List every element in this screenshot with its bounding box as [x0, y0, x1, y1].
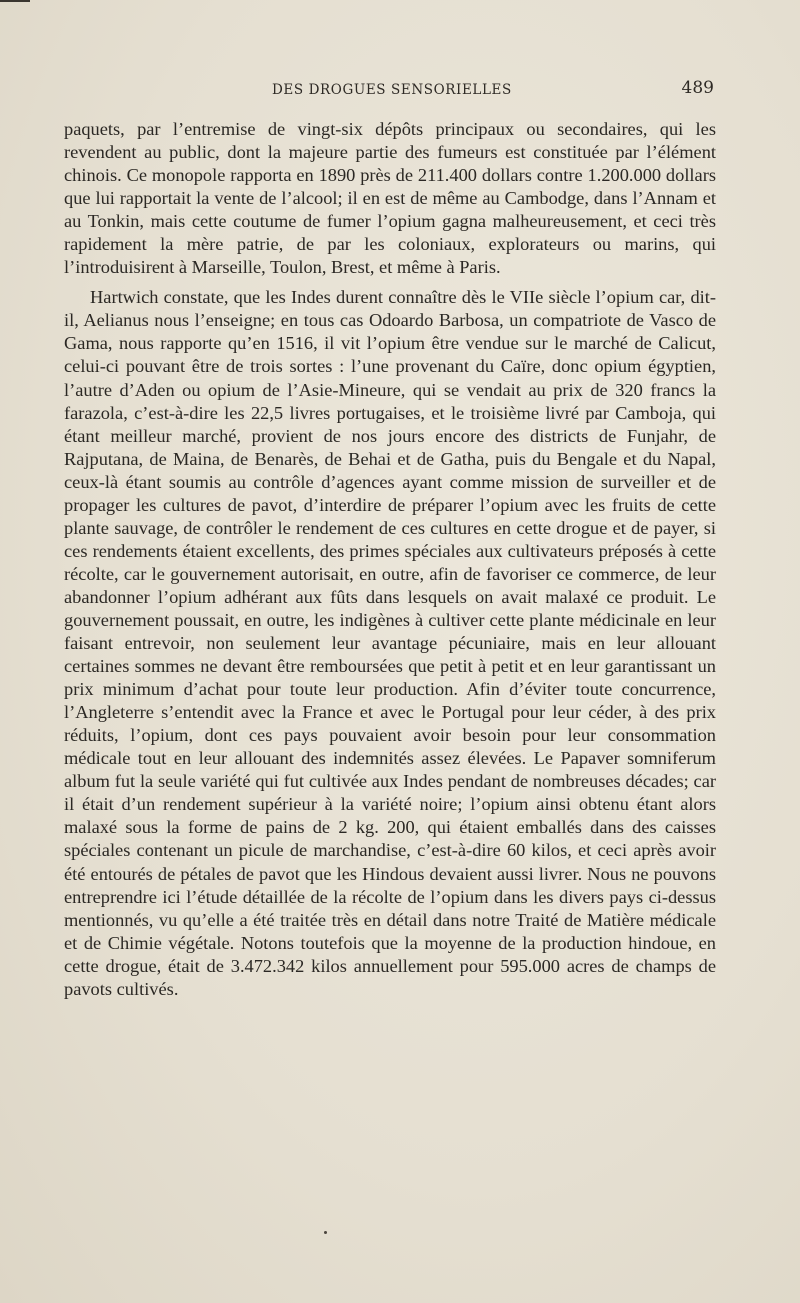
running-head — [64, 78, 714, 102]
paragraph-continuation: paquets, par l’entremise de vingt-six dépôts principaux ou secondaires, qui les revendent au public, dont la majeure partie des fumeurs est constituée par l’élément chinois. Ce monopole rapporta en 1890 près de 211.400 dollars contre 1.200.000 dollars que lui rapportait la vente de l’alcool; il en est de même au Cambodge, dans l’Annam et au Tonkin, mais cette coutume de fumer l’opium gagna malheureusement, et ceci très rapidement la mère patrie, de par les coloniaux, explorateurs ou marins, qui l’introduisirent à Marseille, Toulon, Brest, et même à Paris. — [64, 119, 716, 278]
page-number: 489 — [681, 78, 714, 98]
running-title: DES DROGUES SENSORIELLES — [272, 82, 512, 98]
paragraph-hartwich: Hartwich constate, que les Indes durent connaître dès le VIIe siècle l’opium car, dit-il, Aelianus nous l’enseigne; en tous cas Odoardo Barbosa, un compatriote de Vasco de Gama, nous rapporte qu’en 1516, il vit l’opium être vendue sur le marché de Calicut, celui-ci pouvant être de trois sortes : l’une provenant du Caïre, donc opium égyptien, l’autre d’Aden ou opium de l’Asie-Mineure, qui se vendait au prix de 320 francs la farazola, c’est-à-dire les 22,5 livres portugaises, et le troisième livré par Camboja, qui étant meilleur marché, provient de nos jours encore des districts de Funjahr, de Rajputana, de Maina, de Benarès, de Behai et de Gatha, puis du Bengale et du Napal, ceux-là étant soumis au contrôle d’agences ayant comme mission de surveiller et de propager les cultures de pavot, d’interdire de préparer l’opium avec les fruits de cette plante sauvage, de contrôler le rendement de ces cultures en cette drogue et de payer, si ces rendements étaient excellents, des primes spéciales aux cultivateurs préposés à cette récolte, car le gouvernement autorisait, en outre, afin de favoriser ce commerce, de leur abandonner l’opium adhérant aux fûts dans lesquels on avait malaxé ce produit. Le gouvernement poussait, en outre, les indigènes à cultiver cette plante médicinale en leur faisant entrevoir, non seulement leur avantage pécuniaire, mais en leur allouant certaines sommes ne devant être remboursées que petit à petit et en leur garantissant un prix minimum d’achat pour toute leur production. Afin d’éviter toute concurrence, l’Angleterre s’entendit avec la France et avec le Portugal pour leur céder, à des prix réduits, l’opium, dont ces pays pouvaient avoir besoin pour leur consommation médicale tout en leur allouant des indemnités assez élevées. Le Papaver somniferum album fut la seule variété qui fut cultivée aux Indes pendant de nombreuses décades; car il était d’un rendement supérieur à la variété noire; l’opium ainsi obtenu étant alors malaxé sous la forme de pains de 2 kg. 200, qui étaient emballés dans des caisses spéciales contenant un picule de marchandise, c’est-à-dire 60 kilos, et ceci après avoir été entourés de pétales de pavot que les Hindous devaient aussi livrer. Nous ne pouvons entreprendre ici l’étude détaillée de la récolte de l’opium dans les divers pays ci-dessus mentionnés, vu qu’elle a été traitée très en détail dans notre Traité de Matière médicale et de Chimie végétale. Notons toutefois que la moyenne de la production hindoue, en cette drogue, était de 3.472.342 kilos annuellement pour 595.000 acres de champs de pavots cultivés. — [64, 287, 716, 999]
body-text — [64, 118, 716, 1001]
ink-speck — [324, 1231, 327, 1234]
page-edge-mark — [0, 0, 30, 2]
